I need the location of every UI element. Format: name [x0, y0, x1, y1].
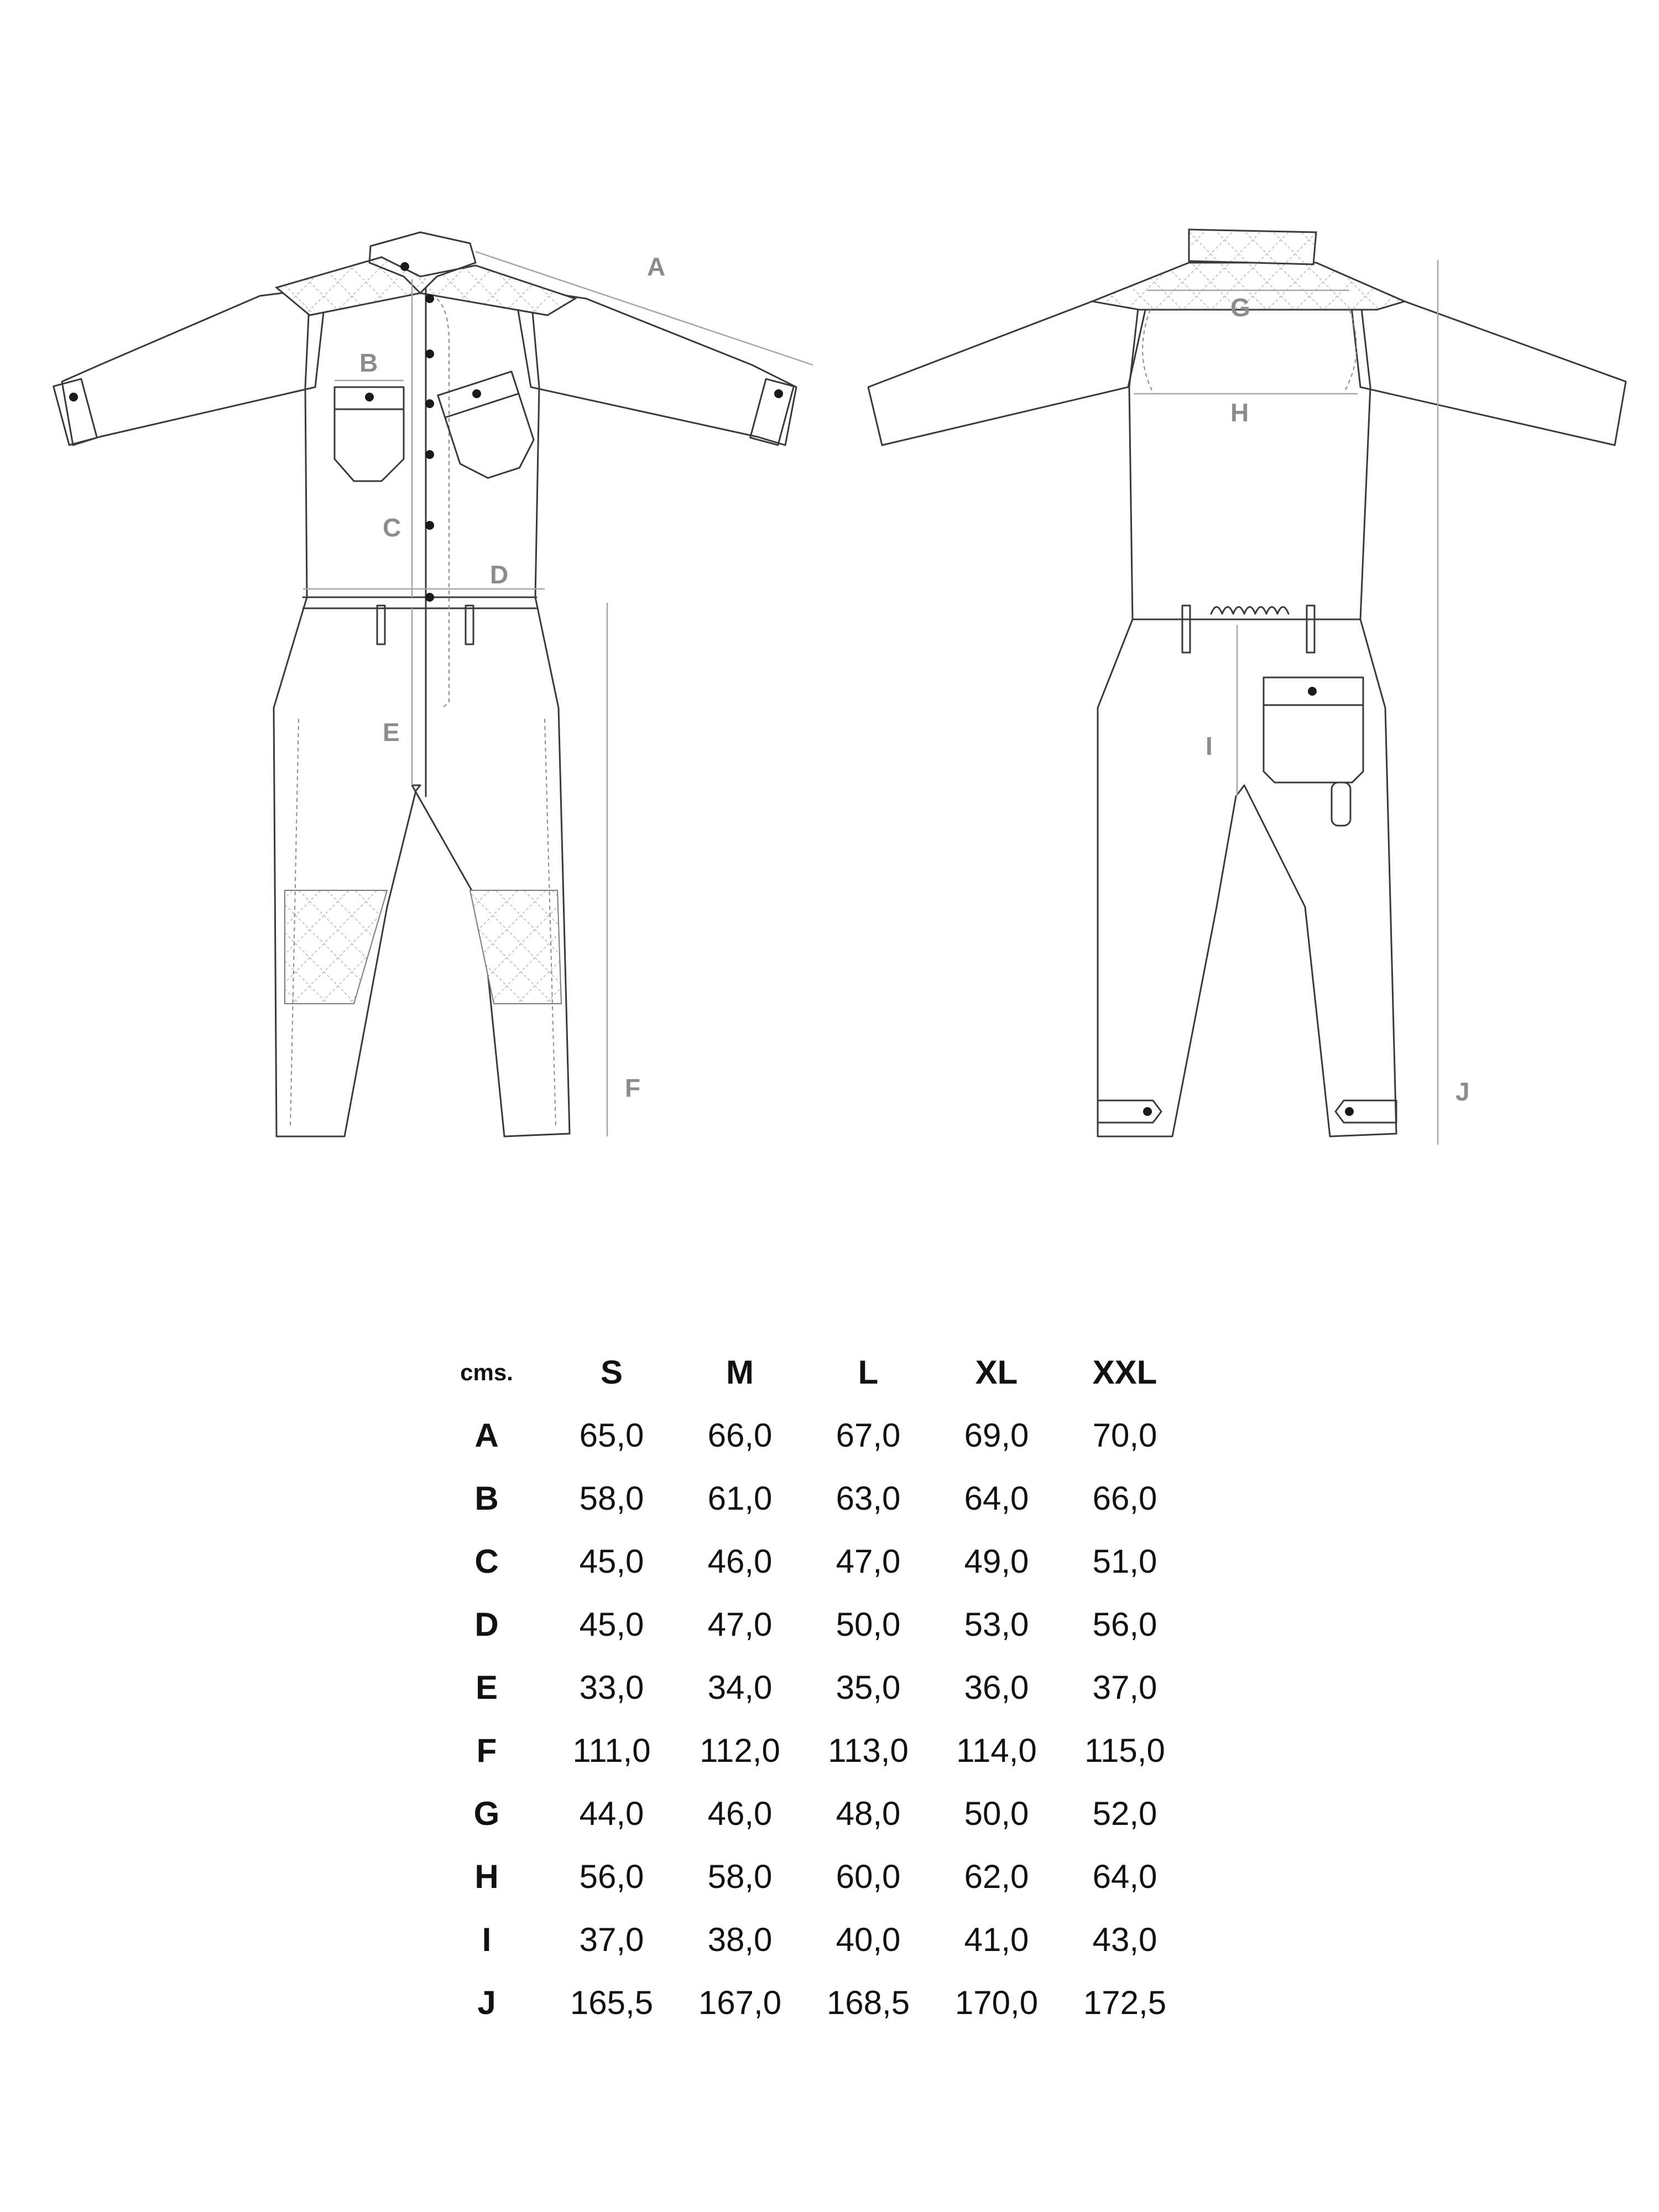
table-cell: 56,0	[579, 1858, 644, 1895]
table-row	[426, 1404, 1189, 1467]
back-right-ankle-button	[1345, 1107, 1354, 1116]
table-cell: 43,0	[1092, 1921, 1157, 1958]
label-g: G	[1230, 293, 1250, 322]
label-a: A	[647, 252, 666, 281]
table-row	[426, 1656, 1189, 1719]
front-right-knee-pad	[470, 890, 561, 1004]
front-view	[54, 232, 813, 1136]
back-hammer-loop	[1332, 782, 1350, 826]
table-row	[426, 1530, 1189, 1593]
table-cell: 52,0	[1092, 1795, 1157, 1832]
size-chart-table	[426, 1341, 1189, 2034]
right-pocket-button	[472, 389, 481, 398]
table-cell: 115,0	[1084, 1732, 1165, 1769]
front-zip-stitch	[437, 299, 449, 708]
table-cell: 60,0	[836, 1858, 901, 1895]
table-cell: 112,0	[700, 1732, 780, 1769]
row-label: G	[473, 1795, 500, 1832]
row-label: B	[474, 1480, 499, 1517]
front-body-outline	[274, 293, 570, 1136]
collar-button	[400, 262, 409, 271]
front-left-cuff-button	[69, 393, 78, 401]
table-cell: 36,0	[964, 1669, 1029, 1706]
table-cell: 61,0	[707, 1480, 773, 1517]
front-waist-seam	[303, 597, 536, 608]
row-label: I	[482, 1921, 492, 1958]
table-cell: 38,0	[707, 1921, 773, 1958]
table-cell: 168,5	[826, 1984, 910, 2021]
label-d: D	[490, 560, 509, 589]
size-header-m: M	[726, 1354, 754, 1391]
label-h: H	[1230, 398, 1249, 427]
size-table-body	[426, 1404, 1189, 2034]
table-cell: 65,0	[579, 1417, 644, 1454]
table-row	[426, 1782, 1189, 1845]
table-cell: 47,0	[836, 1543, 901, 1580]
table-cell: 56,0	[1092, 1606, 1157, 1643]
table-cell: 34,0	[707, 1669, 773, 1706]
table-cell: 46,0	[707, 1795, 773, 1832]
table-cell: 35,0	[836, 1669, 901, 1706]
table-cell: 170,0	[954, 1984, 1039, 2021]
table-cell: 51,0	[1092, 1543, 1157, 1580]
table-cell: 58,0	[579, 1480, 644, 1517]
back-left-sleeve	[868, 288, 1150, 445]
table-cell: 49,0	[964, 1543, 1029, 1580]
front-left-sleeve	[62, 288, 326, 445]
row-label: E	[475, 1669, 498, 1706]
row-label: H	[474, 1858, 499, 1895]
table-cell: 37,0	[1092, 1669, 1157, 1706]
table-row	[426, 1971, 1189, 2034]
front-right-cuff-button	[774, 389, 783, 398]
table-cell: 172,5	[1083, 1984, 1167, 2021]
left-pocket-button	[365, 393, 374, 401]
back-right-ankle-tab	[1335, 1100, 1396, 1123]
table-cell: 45,0	[579, 1543, 644, 1580]
label-i: I	[1206, 732, 1213, 760]
table-cell: 64,0	[1092, 1858, 1157, 1895]
table-cell: 63,0	[836, 1480, 901, 1517]
table-cell: 44,0	[579, 1795, 644, 1832]
table-cell: 167,0	[698, 1984, 782, 2021]
table-cell: 66,0	[1092, 1480, 1157, 1517]
label-f: F	[625, 1073, 641, 1102]
label-b: B	[359, 348, 378, 377]
table-cell: 69,0	[964, 1417, 1029, 1454]
row-label: J	[477, 1984, 496, 2021]
back-view	[868, 229, 1626, 1145]
table-cell: 66,0	[707, 1417, 773, 1454]
back-right-sleeve	[1349, 288, 1626, 445]
back-collar	[1189, 229, 1316, 264]
row-label: D	[474, 1606, 499, 1643]
table-cell: 37,0	[579, 1921, 644, 1958]
back-pocket-button	[1308, 687, 1317, 696]
label-c: C	[383, 513, 401, 542]
table-cell: 46,0	[707, 1543, 773, 1580]
size-header-row	[426, 1341, 1189, 1404]
table-row	[426, 1908, 1189, 1971]
table-cell: 47,0	[707, 1606, 773, 1643]
back-left-ankle-button	[1143, 1107, 1152, 1116]
table-cell: 50,0	[836, 1606, 901, 1643]
table-cell: 64,0	[964, 1480, 1029, 1517]
table-cell: 165,5	[570, 1984, 654, 2021]
row-label: A	[474, 1417, 499, 1454]
size-header-l: L	[858, 1354, 879, 1391]
unit-label: cms.	[460, 1359, 513, 1385]
table-cell: 33,0	[579, 1669, 644, 1706]
table-cell: 40,0	[836, 1921, 901, 1958]
table-cell: 114,0	[956, 1732, 1037, 1769]
table-row	[426, 1593, 1189, 1656]
table-row	[426, 1467, 1189, 1530]
size-header-xl: XL	[975, 1354, 1018, 1391]
back-belt-loops	[1182, 606, 1314, 653]
table-cell: 41,0	[964, 1921, 1029, 1958]
row-label: F	[476, 1732, 497, 1769]
table-cell: 53,0	[964, 1606, 1029, 1643]
back-elastic-waist	[1211, 607, 1288, 614]
size-header-s: S	[600, 1354, 623, 1391]
table-cell: 111,0	[572, 1732, 651, 1769]
label-e: E	[383, 718, 400, 747]
table-row	[426, 1845, 1189, 1908]
table-cell: 70,0	[1092, 1417, 1157, 1454]
back-armhole-seams	[1142, 310, 1357, 393]
table-row	[426, 1719, 1189, 1782]
table-cell: 67,0	[836, 1417, 901, 1454]
table-cell: 45,0	[579, 1606, 644, 1643]
table-cell: 48,0	[836, 1795, 901, 1832]
table-cell: 58,0	[707, 1858, 773, 1895]
size-header-xxl: XXL	[1092, 1354, 1157, 1391]
front-left-cuff	[54, 379, 97, 445]
table-cell: 50,0	[964, 1795, 1029, 1832]
front-right-chest-pocket	[438, 372, 541, 485]
label-j: J	[1455, 1077, 1470, 1106]
table-cell: 113,0	[828, 1732, 909, 1769]
table-cell: 62,0	[964, 1858, 1029, 1895]
row-label: C	[474, 1543, 499, 1580]
